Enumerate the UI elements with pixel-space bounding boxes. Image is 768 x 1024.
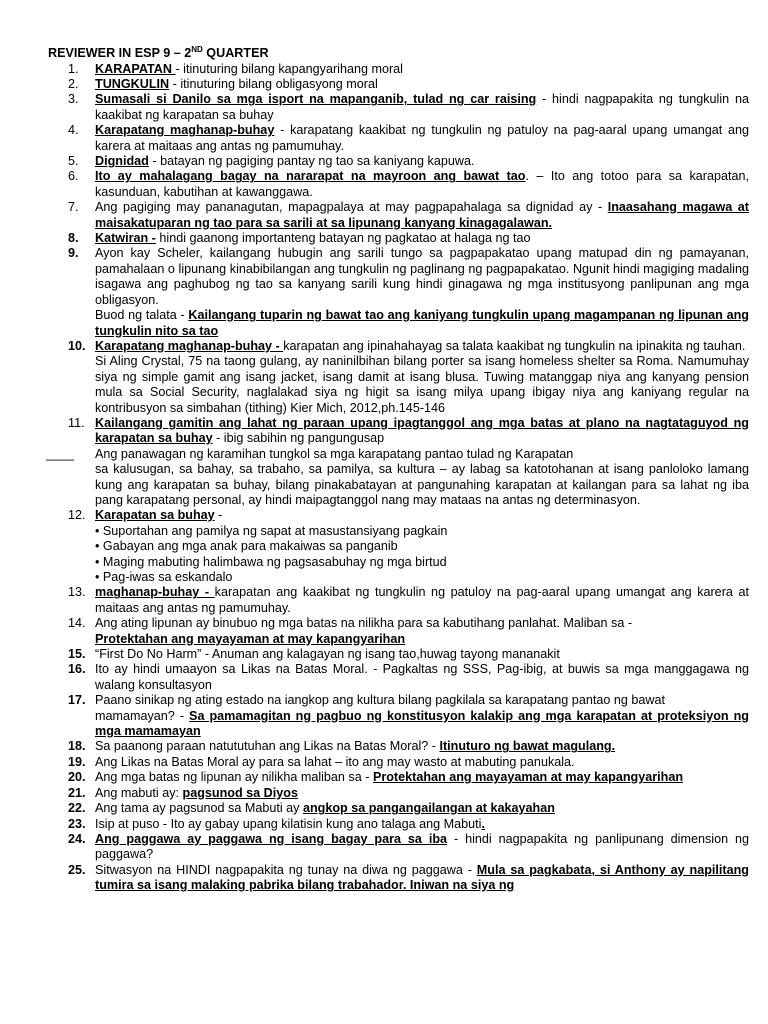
list-item-4: 4. Karapatang maghanap-buhay - karapatang kaakibat ng tungkulin ng patuloy na pag-aaral upang umangat ang karera at maitaas ang antas ng pamumuhay.: [68, 123, 750, 153]
list-item-23: 23. Isip at puso - Ito ay gabay upang kilatisin kung ano talaga ang Mabuti.: [68, 816, 485, 831]
list-item-15: 15. “First Do No Harm” - Anuman ang kalagayan ng isang tao,huwag tayong mananakit: [68, 647, 560, 662]
list-item-11: 11. Kailangang gamitin ang lahat ng paraan upang ipagtanggol ang mga batas at plano na nagtataguyod ng karapatan sa buhay - ibig sabihin ng pangungusap: [68, 415, 749, 446]
list-item-1: 1. KARAPATAN - itinuturing bilang kapangyarihang moral: [68, 61, 403, 76]
list-item-19: 19. Ang Likas na Batas Moral ay para sa lahat – ito ang may wasto at mabuting panukala.: [68, 754, 575, 769]
list-item-12: 12. Karapatan sa buhay - • Suportahan ang pamilya ng sapat at masustansiyang pagkain • Gabayan ang mga anak para makaiwas sa panganib • Maging mabuting halimbawa ng pagsasabuhay ng mga birtud • Pag-iwas sa eskandalo: [58, 508, 749, 585]
answer-blank: ____: [46, 446, 75, 461]
list-item-8: 8. Katwiran - hindi gaanong importanteng batayan ng pagkatao at halaga ng tao: [68, 231, 531, 246]
list-item-18: 18. Sa paanong paraan natututuhan ang Likas na Batas Moral? - Itinuturo ng bawat magulang.: [68, 739, 616, 754]
list-item-25: 25. Sitwasyon na HINDI nagpapakita ng tunay na diwa ng paggawa - Mula sa pagkabata, si Anthony ay napilitang tumira sa isang malaking pabrika bilang trabahador. Iniwan na siya ng: [68, 862, 749, 893]
list-item-22: 22. Ang tama ay pagsunod sa Mabuti ay angkop sa pangangailangan at kakayahan: [68, 801, 555, 816]
list-item-20: 20. Ang mga batas ng lipunan ay nilikha maliban sa - Protektahan ang mayayaman at may kapangyarihan: [68, 770, 684, 785]
list-item-3: 3. Sumasali si Danilo sa mga isport na mapanganib, tulad ng car raising - hindi nagpapakita ng tungkulin na kaakibat ng karapatan sa buhay: [68, 92, 749, 122]
list-item-17: 17. Paano sinikap ng ating estado na iangkop ang kultura bilang pagkilala sa karapatang pantao ng bawat mamamayan? - Sa pamamagitan ng pagbuo ng konstitusyon kalakip ang mga karapatan at proteksiyon ng mga mamamayan: [68, 693, 749, 739]
bullet-item: • Suportahan ang pamilya ng sapat at masustansiyang pagkain: [95, 523, 448, 538]
list-item-9: 9. Ayon kay Scheler, kailangang hubugin ang sarili tungo sa pagpapakatao upang matupad din ng pamayanan, pamahalaan o lipunang kinabibilangan ang tungkulin ng paglinang ng pagpapakatao. Ngunit hindi magiging madaling isagawa ang paghubog ng tao sa kanyang sarili kung hindi ginagawa ng mga institusyong panlipunan ang mga obligasyon. Buod ng talata - Kailangang tuparin ng bawat tao ang kaniyang tungkulin upang magampanan ng lipunan ang tungkulin nito sa tao: [68, 246, 750, 338]
list-item-21: 21. Ang mabuti ay: pagsunod sa Diyos: [68, 785, 298, 800]
bullet-item: • Gabayan ang mga anak para makaiwas sa panganib: [95, 539, 398, 554]
list-item-24: 24. Ang paggawa ay paggawa ng isang bagay para sa iba - hindi nagpapakita ng panlipunang dimension ng paggawa?: [68, 831, 750, 862]
page-title: REVIEWER IN ESP 9 – 2ND QUARTER: [48, 45, 269, 61]
list-item-16: 16. Ito ay hindi umaayon sa Likas na Batas Moral. - Pagkaltas ng SSS, Pag-ibig, at buwis sa mga manggagawa ng walang konsultasyon: [68, 662, 749, 692]
list-item-6: 6. Ito ay mahalagang bagay na nararapat na mayroon ang bawat tao. – Ito ang totoo para sa karapatan, kasunduan, kabutihan at kawanggawa.: [68, 169, 749, 199]
fill-in-blank-item: ____ Ang panawagan ng karamihan tungkol sa mga karapatang pantao tulad ng Karapatan sa kalusugan, sa bahay, sa trabaho, sa pamilya, sa kultura – ay labag sa katotohanan at isang panloloko lamang kung ang karapatan sa buhay, bilang pinakabatayan at pangunahing karapatan at kailangan para sa lahat ng iba pang karapatang personal, ay hindi maipagtanggol nang may mataas na antas ng determinasyon.: [46, 446, 749, 507]
list-item-10: 10. Karapatang maghanap-buhay - karapatan ang ipinahahayag sa talata kaakibat ng tungkulin na ipinakita ng tauhan. Si Aling Crystal, 75 na taong gulang, ay naninilbihan bilang porter sa isang homeless shelter sa Roma. Namumuhay siya ng simple gamit ang isang jacket, isang damit at isang blusa. Tuwing matanggap niya ang kanyang pension mula sa Social Security, naglalakad siya ng higit sa isang milya upang ibigay niya ang kaniyang regular na kontribusyon sa simbahan (tithing) Kier Mich, 2012,ph.145-146: [68, 338, 749, 415]
bullet-item: • Maging mabuting halimbawa ng pagsasabuhay ng mga birtud: [95, 554, 447, 569]
list-item-7: 7. Ang pagiging may pananagutan, mapagpalaya at may pagpapahalaga sa dignidad ay - Inaasahang magawa at maisakatuparan ng tao para sa sarili at sa lipunang kanyang kinagagalawan.: [68, 200, 749, 230]
list-item-14: 14. Ang ating lipunan ay binubuo ng mga batas na nilikha para sa kabutihang panlahat. Maliban sa - Protektahan ang mayayaman at may kapangyarihan: [68, 616, 633, 646]
list-item-2: 2. TUNGKULIN - itinuturing bilang obligasyong moral: [68, 77, 378, 91]
bullet-item: • Pag-iwas sa eskandalo: [95, 570, 233, 584]
list-item-13: 13. maghanap-buhay - karapatan ang kaakibat ng tungkulin ng patuloy na pag-aaral upang umangat ang karera at maitaas ang antas ng pamumuhay.: [68, 585, 749, 615]
list-item-5: 5. Dignidad - batayan ng pagiging pantay ng tao sa kaniyang kapuwa.: [68, 154, 475, 169]
